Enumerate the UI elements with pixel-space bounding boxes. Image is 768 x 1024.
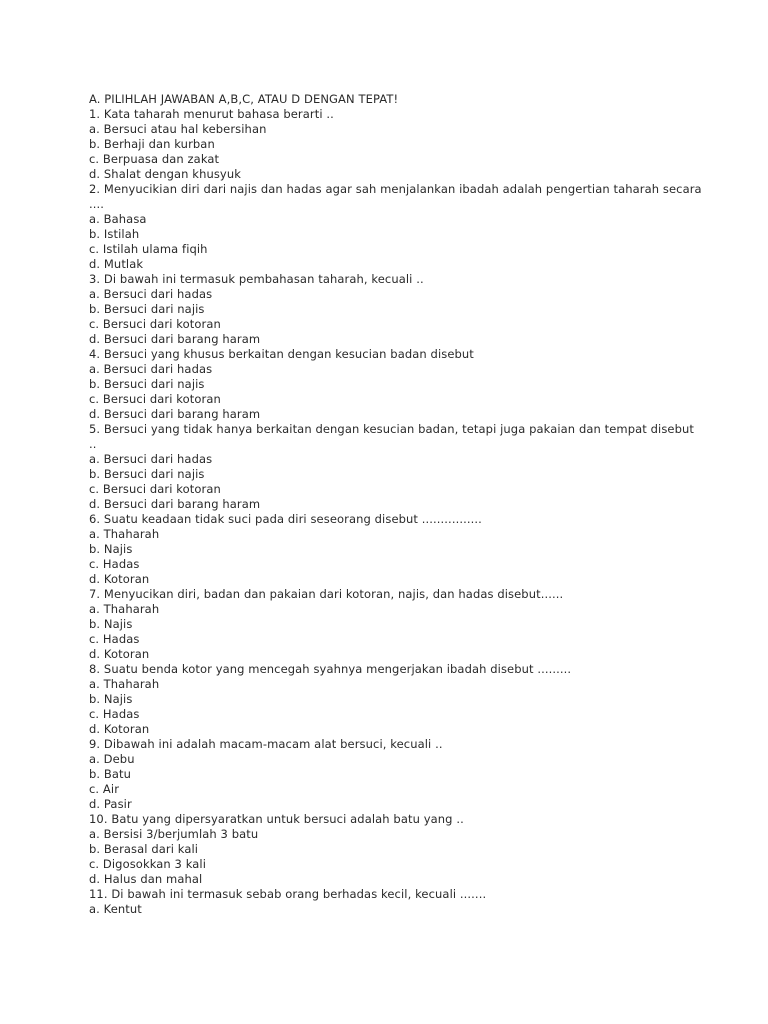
text-line: c. Hadas [89,632,140,646]
text-line: a. Kentut [89,902,142,916]
text-line: a. Thaharah [89,677,160,691]
text-line: b. Bersuci dari najis [89,302,205,316]
text-line: b. Batu [89,767,132,781]
text-line: b. Berhaji dan kurban [89,137,215,151]
text-line: b. Berasal dari kali [89,842,199,856]
text-line: c. Digosokkan 3 kali [89,857,207,871]
text-line: a. Bersuci atau hal kebersihan [89,122,267,136]
text-line: 2. Menyucikian diri dari najis dan hadas agar sah menjalankan ibadah adalah pengertian taharah secara [89,182,702,196]
text-line: a. Thaharah [89,602,160,616]
text-line: d. Mutlak [89,257,144,271]
text-line: d. Kotoran [89,647,150,661]
text-line: c. Hadas [89,707,140,721]
text-line: d. Shalat dengan khusyuk [89,167,241,181]
text-line: 7. Menyucikan diri, badan dan pakaian dari kotoran, najis, dan hadas disebut...... [89,587,564,601]
text-line: c. Bersuci dari kotoran [89,482,221,496]
text-line: b. Najis [89,692,133,706]
text-line: A. PILIHLAH JAWABAN A,B,C, ATAU D DENGAN TEPAT! [89,92,399,106]
text-line: 5. Bersuci yang tidak hanya berkaitan dengan kesucian badan, tetapi juga pakaian dan tempat disebut [89,422,694,436]
text-line: c. Istilah ulama fiqih [89,242,208,256]
quiz-text [89,92,702,917]
text-line: c. Hadas [89,557,140,571]
text-line: a. Bersuci dari hadas [89,362,213,376]
text-line: b. Istilah [89,227,140,241]
text-line: d. Kotoran [89,722,150,736]
text-line: a. Bahasa [89,212,147,226]
text-line: b. Najis [89,617,133,631]
text-line: d. Kotoran [89,572,150,586]
text-line: 8. Suatu benda kotor yang mencegah syahnya mengerjakan ibadah disebut ......... [89,662,572,676]
text-line: 4. Bersuci yang khusus berkaitan dengan kesucian badan disebut [89,347,474,361]
text-line: d. Bersuci dari barang haram [89,332,261,346]
text-line: c. Bersuci dari kotoran [89,392,221,406]
text-line: a. Thaharah [89,527,160,541]
text-line: 6. Suatu keadaan tidak suci pada diri seseorang disebut ................ [89,512,482,526]
text-line: d. Bersuci dari barang haram [89,497,261,511]
text-line: b. Najis [89,542,133,556]
text-line: b. Bersuci dari najis [89,467,205,481]
text-line: .. [89,437,97,451]
text-line: 9. Dibawah ini adalah macam-macam alat bersuci, kecuali .. [89,737,443,751]
text-line: 3. Di bawah ini termasuk pembahasan taharah, kecuali .. [89,272,424,286]
text-line: c. Bersuci dari kotoran [89,317,221,331]
text-line: 1. Kata taharah menurut bahasa berarti .. [89,107,334,121]
text-line: a. Bersuci dari hadas [89,452,213,466]
text-line: .... [89,197,105,211]
text-line: a. Bersuci dari hadas [89,287,213,301]
text-line: 11. Di bawah ini termasuk sebab orang berhadas kecil, kecuali ....... [89,887,487,901]
text-line: a. Bersisi 3/berjumlah 3 batu [89,827,259,841]
text-line: d. Bersuci dari barang haram [89,407,261,421]
text-line: c. Berpuasa dan zakat [89,152,220,166]
text-line: 10. Batu yang dipersyaratkan untuk bersuci adalah batu yang .. [89,812,464,826]
text-line: a. Debu [89,752,135,766]
text-line: d. Halus dan mahal [89,872,203,886]
text-line: c. Air [89,782,120,796]
text-line: b. Bersuci dari najis [89,377,205,391]
text-line: d. Pasir [89,797,132,811]
